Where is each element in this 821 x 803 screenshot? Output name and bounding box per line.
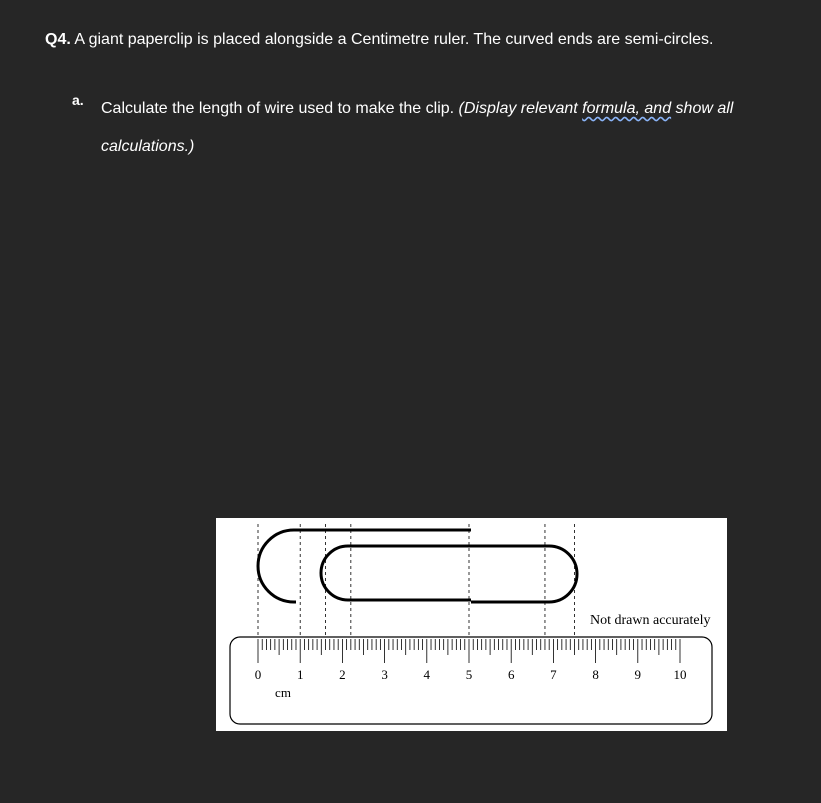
ruler-unit: cm xyxy=(275,685,291,700)
paperclip-outer-wire xyxy=(258,530,471,602)
not-drawn-accurately-note: Not drawn accurately xyxy=(590,613,711,628)
question-text xyxy=(45,31,714,49)
ruler-label: 6 xyxy=(507,667,515,682)
ruler-label: 7 xyxy=(550,667,557,682)
part-a-letter: a. xyxy=(72,92,84,108)
ruler-label: 10 xyxy=(673,667,687,682)
part-a-text xyxy=(101,90,781,166)
dashed-guide-lines xyxy=(258,524,575,642)
ruler-label: 9 xyxy=(634,667,642,682)
question-body: A giant paperclip is placed alongside a Centimetre ruler. The curved ends are semi-circles. xyxy=(74,31,714,48)
ruler-label: 4 xyxy=(423,667,431,682)
instruction-underlined: formula, and xyxy=(582,100,672,117)
paperclip-ruler-diagram xyxy=(216,518,727,731)
instruction-end: show all calculations.) xyxy=(101,100,734,155)
ruler-label: 3 xyxy=(381,667,388,682)
question-label: Q4. xyxy=(45,31,71,48)
ruler-label: 8 xyxy=(592,667,599,682)
ruler-label: 5 xyxy=(465,667,473,682)
paperclip-figure xyxy=(216,518,727,731)
ruler-label: 0 xyxy=(254,667,262,682)
part-a-main: Calculate the length of wire used to make the clip. xyxy=(101,100,455,117)
instruction-start: (Display relevant xyxy=(458,100,583,117)
paperclip-inner-wire xyxy=(321,546,577,602)
ruler-label: 2 xyxy=(339,667,346,682)
ruler-label: 1 xyxy=(296,667,304,682)
